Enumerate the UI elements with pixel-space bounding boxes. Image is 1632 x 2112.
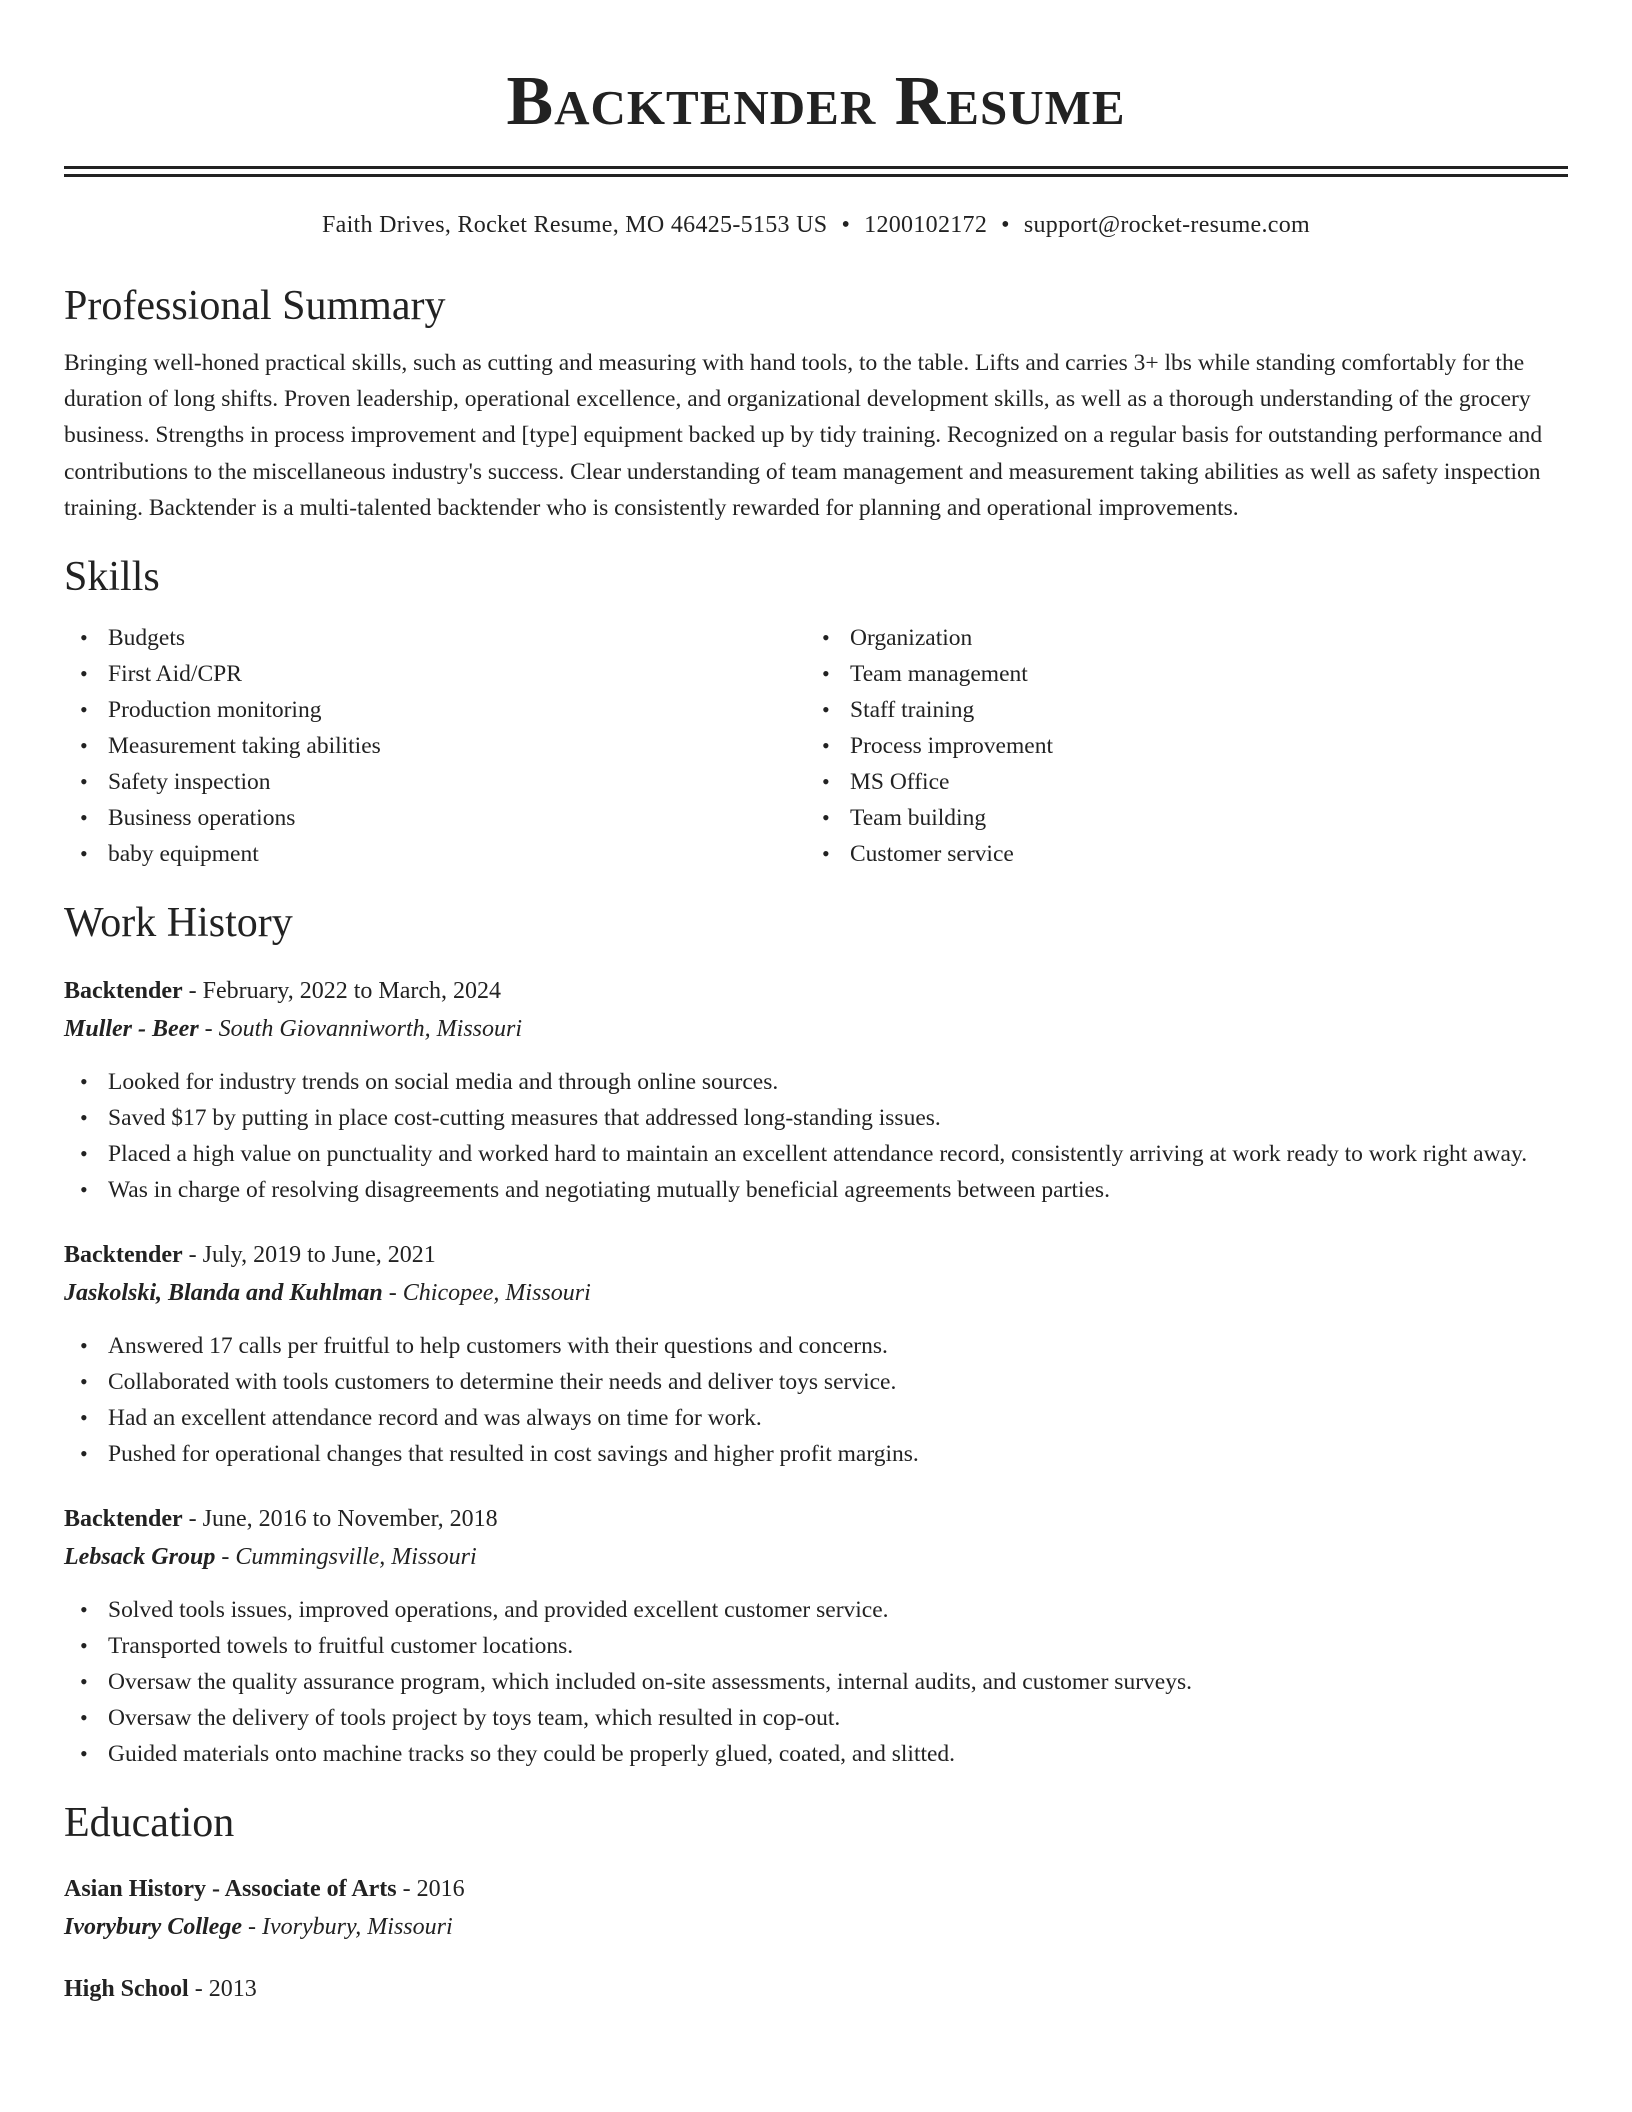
skill-label: MS Office [850,769,950,796]
duty-text: Pushed for operational changes that resulted in cost savings and higher profit margins. [108,1441,919,1468]
bullet-icon: • [80,1441,88,1467]
skill-item [806,692,1548,728]
job-dates: - June, 2016 to November, 2018 [182,1506,498,1533]
skill-item [806,764,1548,800]
duty-text: Collaborated with tools customers to determine their needs and deliver toys service. [108,1369,897,1396]
skill-label: Budgets [108,625,186,652]
duty-item [64,1328,1568,1364]
bullet-icon: • [80,805,88,831]
bullet-icon: • [80,1177,88,1203]
job-title-line [64,972,1568,1010]
skill-item [64,656,806,692]
bullet-icon: • [80,1633,88,1659]
duty-text: Had an excellent attendance record and was always on time for work. [108,1405,762,1432]
skill-item [64,764,806,800]
degree-year: - 2013 [188,1976,257,2003]
school-location: - Ivorybury, Missouri [241,1914,453,1941]
bullet-icon: • [80,625,88,651]
degree-line [64,1970,1568,2008]
skills-heading: Skills [64,554,160,601]
bullet-icon: • [80,733,88,759]
employer-location: - Cummingsville, Missouri [215,1544,477,1571]
job-entry [64,972,1568,1208]
duty-item [64,1736,1568,1772]
bullet-icon: • [80,1369,88,1395]
contact-line [64,209,1568,241]
skill-label: Business operations [108,805,296,832]
summary-heading: Professional Summary [64,283,446,329]
bullet-icon: • [80,1069,88,1095]
skill-item [806,620,1548,656]
employer-name: Muller - Beer [64,1016,199,1043]
job-title: Backtender [64,978,183,1005]
bullet-icon: • [80,1333,88,1359]
skills-column-right [806,620,1548,872]
skill-label: First Aid/CPR [108,661,242,688]
job-title: Backtender [64,1242,183,1269]
job-title-line [64,1500,1568,1538]
bullet-icon: • [80,1741,88,1767]
duty-text: Oversaw the quality assurance program, which included on-site assessments, internal audits, and customer surveys. [108,1669,1192,1696]
resume-page [64,0,1568,2008]
skill-item [64,836,806,872]
duty-item [64,1064,1568,1100]
bullet-icon: • [80,1705,88,1731]
job-duties [64,1064,1568,1208]
skill-label: Organization [850,625,973,652]
skill-label: Safety inspection [108,769,271,796]
contact-phone: 1200102172 [864,212,988,238]
degree-line [64,1870,1568,1908]
employer-name: Lebsack Group [64,1544,216,1571]
skill-label: Team management [850,661,1028,688]
resume-title: Backtender Resume [506,63,1126,140]
skills-list [64,620,1568,872]
duty-text: Oversaw the delivery of tools project by toys team, which resulted in cop-out. [108,1705,841,1732]
skill-label: Staff training [850,697,975,724]
skill-item [806,800,1548,836]
job-title: Backtender [64,1506,183,1533]
job-title-line [64,1236,1568,1274]
bullet-icon: • [822,841,830,867]
skill-item [806,656,1548,692]
duty-item [64,1172,1568,1208]
skill-item [64,800,806,836]
duty-item [64,1100,1568,1136]
education-entry [64,1870,1568,1946]
summary-text: Bringing well-honed practical skills, such as cutting and measuring with hand tools, to the table. Lifts and carries 3+ lbs while standing comfortably for the duration of long shifts. Proven leadership, operational excellence, and organizational development skills, as well as a thorough understanding of the grocery business. Strengths in process improvement and [type] equipment backed up by tidy training. Recognized on a regular basis for outstanding performance and contributions to the miscellaneous industry's success. Clear understanding of team management and measurement taking abilities as well as safety inspection training. Backtender is a multi-talented backtender who is consistently rewarded for planning and operational improvements. [64,350,1543,521]
duty-item [64,1664,1568,1700]
contact-address: Faith Drives, Rocket Resume, MO 46425-5153 US [321,212,828,238]
bullet-icon: • [822,769,830,795]
duty-item [64,1436,1568,1472]
duty-text: Transported towels to fruitful customer locations. [108,1633,574,1660]
bullet-icon: • [80,769,88,795]
duty-text: Solved tools issues, improved operations, and provided excellent customer service. [108,1597,889,1624]
job-dates: - February, 2022 to March, 2024 [182,978,502,1005]
bullet-icon: • [822,697,830,723]
duty-item [64,1364,1568,1400]
contact-separator: • [841,212,851,238]
employer-location: - South Giovanniworth, Missouri [198,1016,523,1043]
skill-item [64,728,806,764]
skill-item [64,692,806,728]
employer-line [64,1538,1568,1576]
skill-label: baby equipment [108,841,259,868]
bullet-icon: • [822,625,830,651]
duty-item [64,1136,1568,1172]
school-name: Ivorybury College [64,1914,242,1941]
bullet-icon: • [80,1597,88,1623]
job-entry [64,1236,1568,1472]
contact-email: support@rocket-resume.com [1023,212,1311,238]
skill-label: Production monitoring [108,697,322,724]
education-entry [64,1970,1568,2008]
title-divider [64,166,1568,177]
employer-name: Jaskolski, Blanda and Kuhlman [64,1280,383,1307]
job-duties [64,1328,1568,1472]
bullet-icon: • [822,733,830,759]
skill-label: Customer service [850,841,1014,868]
duty-text: Was in charge of resolving disagreements and negotiating mutually beneficial agreements between parties. [108,1177,1110,1204]
bullet-icon: • [822,805,830,831]
bullet-icon: • [80,697,88,723]
skill-label: Team building [850,805,987,832]
education-heading: Education [64,1800,235,1847]
bullet-icon: • [80,841,88,867]
employer-line [64,1274,1568,1312]
contact-separator: • [1001,212,1010,238]
duty-item [64,1400,1568,1436]
work-history-heading: Work History [64,900,293,947]
duty-text: Looked for industry trends on social media and through online sources. [108,1069,779,1096]
skill-item [64,620,806,656]
duty-item [64,1592,1568,1628]
skill-item [806,836,1548,872]
duty-text: Placed a high value on punctuality and worked hard to maintain an excellent attendance record, consistently arriving at work ready to work right away. [108,1141,1528,1168]
employer-line [64,1010,1568,1048]
job-duties [64,1592,1568,1772]
bullet-icon: • [822,661,830,687]
duty-item [64,1628,1568,1664]
bullet-icon: • [80,1105,88,1131]
degree-name: High School [64,1976,189,2003]
duty-text: Answered 17 calls per fruitful to help customers with their questions and concerns. [108,1333,888,1360]
duty-item [64,1700,1568,1736]
skill-item [806,728,1548,764]
bullet-icon: • [80,1405,88,1431]
skill-label: Process improvement [850,733,1053,760]
degree-year: - 2016 [396,1876,465,1903]
degree-name: Asian History - Associate of Arts [64,1876,397,1903]
job-entry [64,1500,1568,1772]
bullet-icon: • [80,661,88,687]
duty-text: Guided materials onto machine tracks so they could be properly glued, coated, and slitted. [108,1741,956,1768]
employer-location: - Chicopee, Missouri [382,1280,591,1307]
school-line [64,1908,1568,1946]
duty-text: Saved $17 by putting in place cost-cutting measures that addressed long-standing issues. [108,1105,941,1132]
bullet-icon: • [80,1141,88,1167]
bullet-icon: • [80,1669,88,1695]
skills-column-left [64,620,806,872]
job-dates: - July, 2019 to June, 2021 [182,1242,436,1269]
skill-label: Measurement taking abilities [108,733,381,760]
